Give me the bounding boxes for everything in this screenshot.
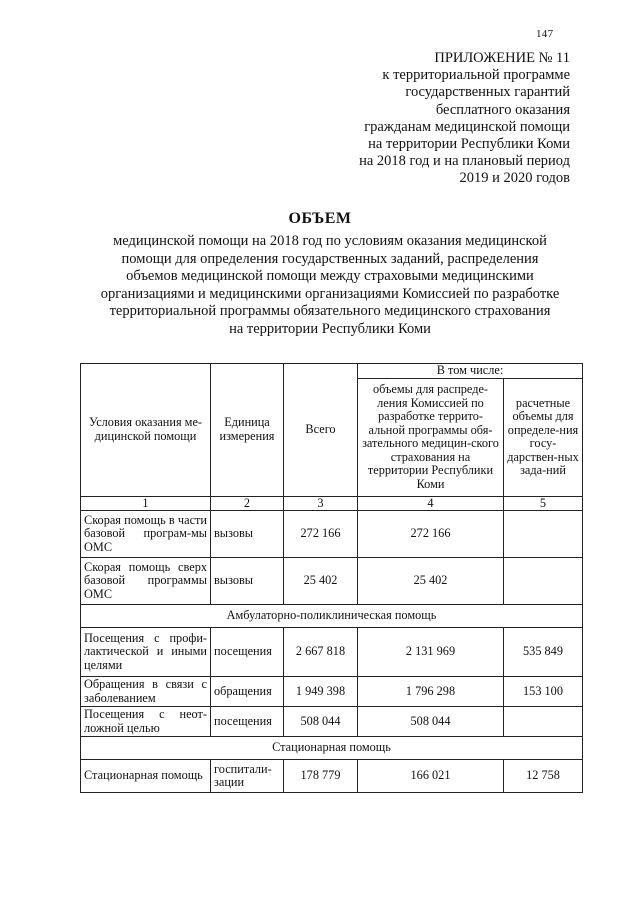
- page-number: 147: [536, 28, 554, 40]
- estimated-cell: 535 849: [504, 628, 583, 677]
- appendix-line: на 2018 год и на плановый период: [359, 153, 570, 170]
- column-number-row: [81, 496, 583, 511]
- condition-cell: Стационарная помощь: [81, 760, 211, 793]
- section-row-outpatient: [81, 605, 583, 628]
- appendix-line: гражданам медицинской помощи: [364, 118, 570, 135]
- estimated-cell: 153 100: [504, 677, 583, 707]
- table-row: [81, 628, 583, 677]
- total-cell: 1 949 398: [284, 677, 358, 707]
- section-title: Стационарная помощь: [81, 737, 583, 760]
- condition-cell: Посещения с профи-лактической и иными целями: [81, 628, 211, 677]
- header-commission-volumes: объемы для распреде-ления Комиссией по разработке террито-альной программы обя-зательного медицин-ского страхования на территории Республики Коми: [358, 378, 504, 496]
- commission-cell: 25 402: [358, 558, 504, 605]
- document-title: ОБЪЕМ: [288, 210, 352, 227]
- subtitle-line: медицинской помощи на 2018 год по условиям оказания медицинской: [113, 233, 547, 249]
- subtitle-line: организациями и медицинскими организациями Комиссией по разработке: [100, 285, 560, 302]
- unit-cell: обращения: [211, 677, 284, 707]
- estimated-cell: [504, 511, 583, 558]
- table-row: [81, 677, 583, 707]
- volume-table: [80, 363, 583, 793]
- table-row: [81, 707, 583, 737]
- table-row: [81, 558, 583, 605]
- estimated-cell: [504, 707, 583, 737]
- appendix-line: государственных гарантий: [405, 84, 570, 101]
- header-unit: Единица измерения: [211, 364, 284, 497]
- header-conditions: Условия оказания ме-дицинской помощи: [81, 364, 211, 497]
- total-cell: 25 402: [284, 558, 358, 605]
- column-number: 2: [211, 496, 284, 511]
- unit-cell: посещения: [211, 628, 284, 677]
- column-number: 3: [284, 496, 358, 511]
- total-cell: 178 779: [284, 760, 358, 793]
- total-cell: 2 667 818: [284, 628, 358, 677]
- appendix-line: к территориальной программе: [382, 67, 570, 84]
- commission-cell: 508 044: [358, 707, 504, 737]
- subtitle-line: территориальной программы обязательного медицинского страхования: [109, 303, 551, 320]
- header-including: В том числе:: [358, 364, 583, 379]
- estimated-cell: [504, 558, 583, 605]
- appendix-line: на территории Республики Коми: [368, 136, 570, 153]
- condition-cell: Обращения в связи с заболеванием: [81, 677, 211, 707]
- condition-cell: Посещения с неот-ложной целью: [81, 707, 211, 737]
- header-estimated-volumes: расчетные объемы для определе-ния госу-дарствен-ных зада-ний: [504, 378, 583, 496]
- subtitle-line: на территории Республики Коми: [229, 320, 431, 337]
- commission-cell: 166 021: [358, 760, 504, 793]
- table-row: [81, 760, 583, 793]
- commission-cell: 2 131 969: [358, 628, 504, 677]
- estimated-cell: 12 758: [504, 760, 583, 793]
- appendix-line: бесплатного оказания: [435, 101, 570, 118]
- header-total: Всего: [284, 364, 358, 497]
- column-number: 5: [504, 496, 583, 511]
- commission-cell: 272 166: [358, 511, 504, 558]
- column-number: 1: [81, 496, 211, 511]
- commission-cell: 1 796 298: [358, 677, 504, 707]
- appendix-line: ПРИЛОЖЕНИЕ № 11: [434, 50, 570, 66]
- section-row-inpatient: [81, 737, 583, 760]
- table-row: [81, 511, 583, 558]
- unit-cell: посещения: [211, 707, 284, 737]
- document-subtitle: [80, 233, 580, 339]
- column-number: 4: [358, 496, 504, 511]
- header-row: [81, 364, 583, 379]
- unit-cell: вызовы: [211, 511, 284, 558]
- total-cell: 508 044: [284, 707, 358, 737]
- subtitle-line: помощи для определения государственных заданий, распределения: [121, 250, 539, 267]
- section-title: Амбулаторно-поликлиническая помощь: [81, 605, 583, 628]
- condition-cell: Скорая помощь в части базовой програм-мы ОМС: [81, 511, 211, 558]
- total-cell: 272 166: [284, 511, 358, 558]
- condition-cell: Скорая помощь сверх базовой программы ОМС: [81, 558, 211, 605]
- unit-cell: госпитали-зации: [211, 760, 284, 793]
- subtitle-line: объемов медицинской помощи между страховыми медицинскими: [126, 268, 534, 285]
- appendix-header: [240, 50, 570, 188]
- appendix-line: 2019 и 2020 годов: [459, 170, 570, 187]
- unit-cell: вызовы: [211, 558, 284, 605]
